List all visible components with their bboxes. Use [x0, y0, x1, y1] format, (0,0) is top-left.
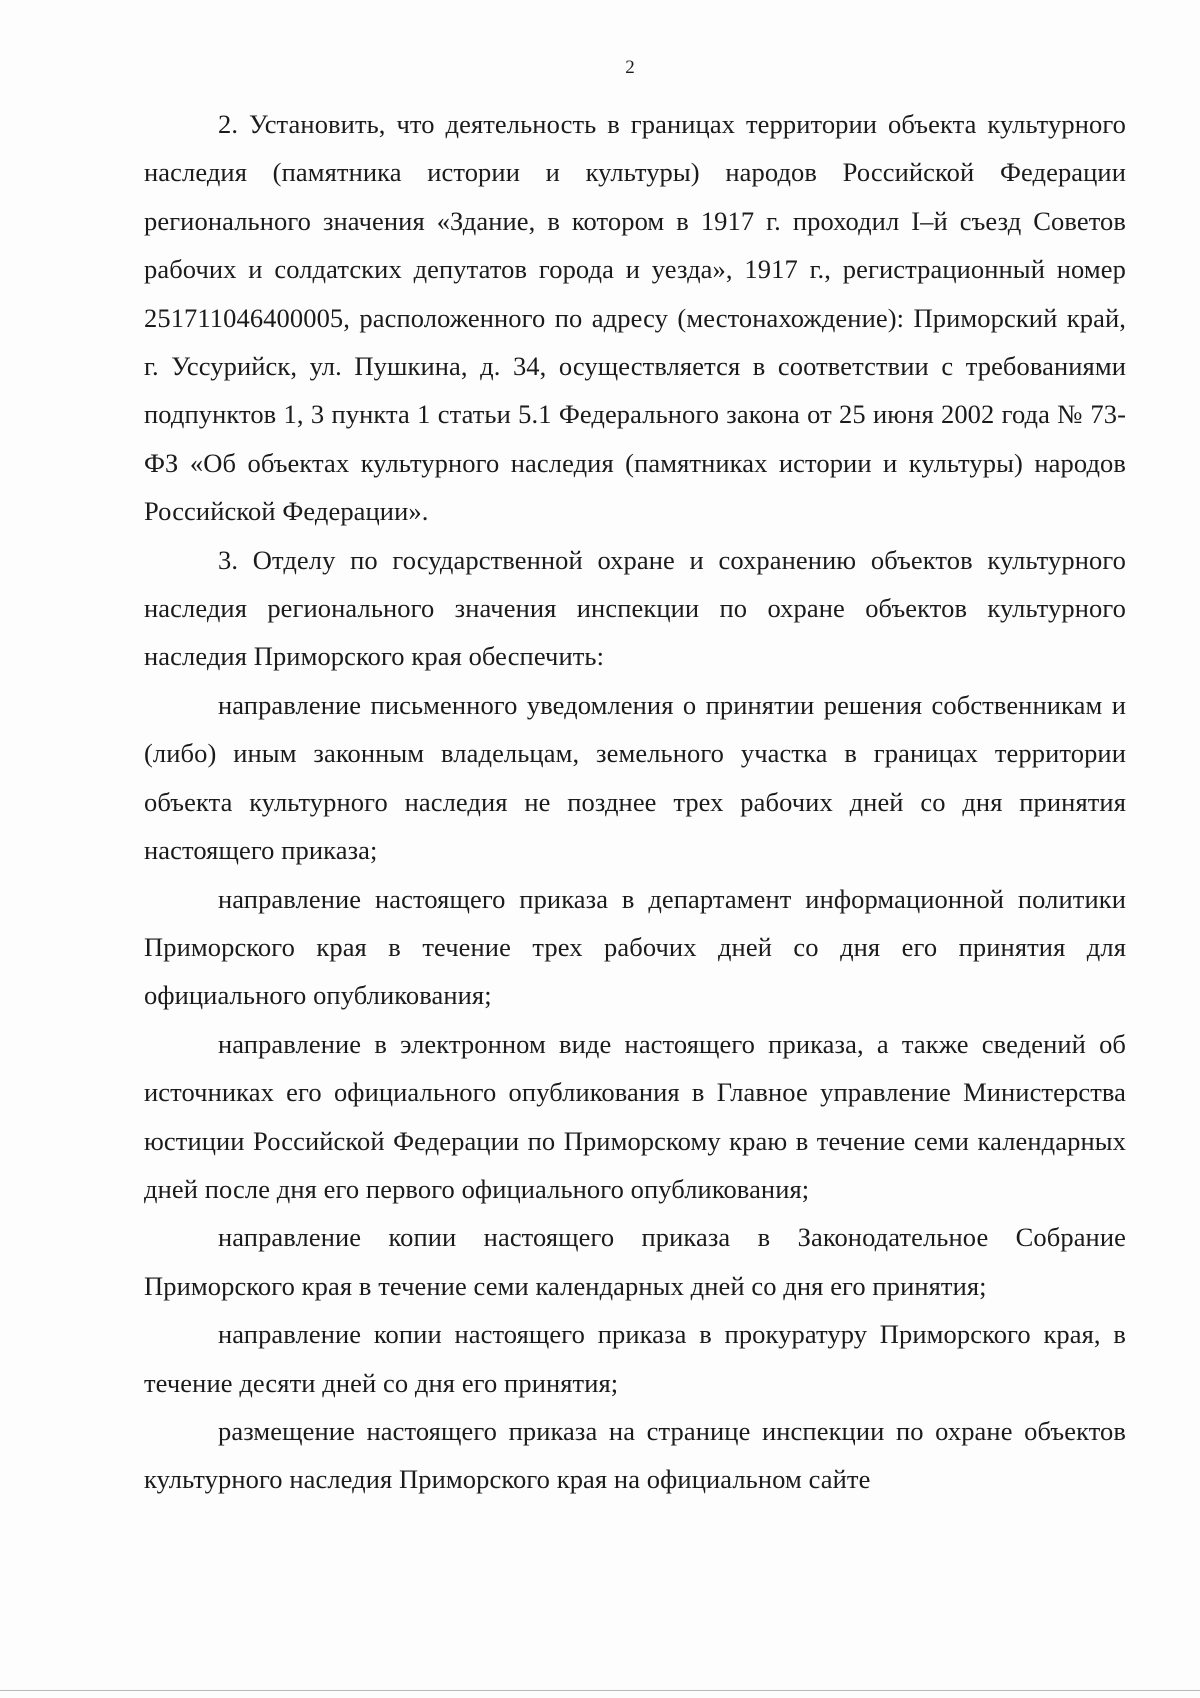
list-item-prosecutor: направление копии настоящего приказа в прокуратуру Приморского края, в течение десяти дней со дня его принятия;	[144, 1319, 1126, 1398]
list-item-notification: направление письменного уведомления о принятии решения собственникам и (либо) иным законным владельцам, земельного участка в границах территории объекта культурного наследия не позднее трех рабочих дней со дня принятия настоящего приказа;	[144, 689, 1126, 866]
list-item-website: размещение настоящего приказа на странице инспекции по охране объектов культурного наследия Приморского края на официальном сайте	[144, 1415, 1126, 1495]
scan-bottom-edge	[0, 1690, 1200, 1691]
paragraph-clause-2: 2. Установить, что деятельность в границах территории объекта культурного наследия (памятника истории и культуры) народов Российской Федерации регионального значения «Здание, в котором в 1917 г. проходил I–й съезд Советов рабочих и солдатских депутатов города и уезда», 1917 г., регистрационный номер 251711046400005, расположенного по адресу (местонахождение): Приморский край, г. Уссурийск, ул. Пушкина, д. 34, осуществляется в соответствии с требованиями подпунктов 1, 3 пункта 1 статьи 5.1 Федерального закона от 25 июня 2002 года № 73-ФЗ «Об объектах культурного наследия (памятниках истории и культуры) народов Российской Федерации».	[144, 109, 1126, 527]
list-item-ministry-of-justice: направление в электронном виде настоящего приказа, а также сведений об источниках его официального опубликования в Главное управление Министерства юстиции Российской Федерации по Приморскому краю в течение семи календарных дней после дня его первого официального опубликования;	[144, 1028, 1126, 1204]
list-item-publication: направление настоящего приказа в департамент информационной политики Приморского края в течение трех рабочих дней со дня его принятия для официального опубликования;	[144, 883, 1126, 1011]
page-number: 2	[625, 57, 635, 78]
document-body	[144, 100, 1126, 1504]
paragraph-clause-3: 3. Отделу по государственной охране и сохранению объектов культурного наследия регионального значения инспекции по охране объектов культурного наследия Приморского края обеспечить:	[144, 544, 1126, 672]
list-item-legislative-assembly: направление копии настоящего приказа в Законодательное Собрание Приморского края в течение семи календарных дней со дня его принятия;	[144, 1222, 1126, 1301]
